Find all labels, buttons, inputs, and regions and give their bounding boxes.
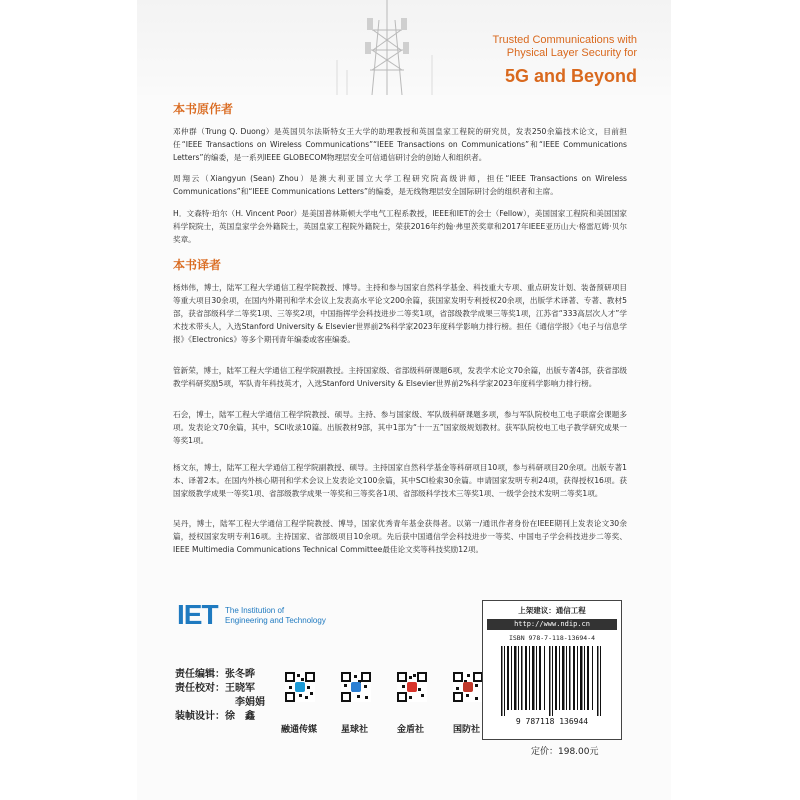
credit-role: 责任编辑： (175, 669, 225, 680)
title-line-1: Trusted Communications with (492, 34, 637, 46)
title-main: 5G and Beyond (504, 66, 637, 86)
qr-logo-icon (295, 682, 305, 692)
credit-name: 徐 鑫 (225, 711, 255, 722)
translator-bio: 管新荣，博士，陆军工程大学通信工程学院副教授。主持国家级、省部级科研课题6项，发表学术论文70余篇，出版专著4部，获省部级教学科研奖励5项，军队青年科技英才，入选Stanford University & Elsevier世界前2%科学家2023年度科学影响力排行榜。 (173, 366, 627, 388)
back-cover (137, 0, 671, 800)
author-bio: H．文森特·珀尔（H. Vincent Poor）是美国普林斯顿大学电气工程系教授，IEEE和IET的会士（Fellow），美国国家工程院和美国国家科学院院士，英国皇家学会外籍院士，英国皇家工程院外籍院士，荣获2016年约翰·弗里茨奖章和2017年IEEE亚历山大·格雷厄姆·贝尔奖章。 (173, 209, 627, 244)
authors-heading: 本书原作者 (173, 102, 234, 116)
qr-label: 星球社 (341, 725, 369, 735)
credit-name: 王晓军 (225, 683, 255, 694)
iet-name-line-2: Engineering and Technology (225, 616, 326, 625)
title-line-2: Physical Layer Security for (506, 47, 637, 59)
author-bio: 邓仲群（Trung Q. Duong）是英国贝尔法斯特女王大学的助理教授和英国皇家工程院的研究员，发表250余篇技术论文，目前担任“IEEE Transactions on Wireless Communications”“IEEE Transactions on Communications”和“IEEE Communications Letters”的编委，是一系列IEEE GLOBECOM物理层安全可信通信研讨会的创始人和组织者。 (173, 127, 627, 162)
translator-bio: 石会，博士，陆军工程大学通信工程学院教授、硕导。主持、参与国家级、军队级科研课题多项，参与军队院校电工电子联席会课题多项。发表论文70余篇，其中，SCI收录10篇。出版教材9部，其中1部为“十一五”国家级规划教材。获军队院校电工电子教学研究成果一等奖1项。 (173, 410, 627, 445)
qr-logo-icon (407, 682, 417, 692)
credit-row (175, 710, 265, 724)
qr-code (397, 672, 427, 702)
credits (175, 668, 265, 724)
qr-label: 融通传媒 (281, 725, 318, 735)
barcode-panel (482, 600, 622, 740)
iet-name-line-1: The Institution of (225, 606, 285, 615)
qr-code (453, 672, 483, 702)
barcode-icon (497, 646, 607, 726)
credit-row (175, 696, 265, 710)
translator-bio: 杨文东，博士，陆军工程大学通信工程学院副教授、硕导。主持国家自然科学基金等科研项目10项，参与科研项目20余项。出版专著1本、译著2本。在国内外核心期刊和学术会议上发表论文100余篇，其中SCI检索30余篇。申请国家发明专利24项，获得授权16项。获国家级教学成果一等奖1项、省部级教学成果一等奖和三等奖各1项、省部级科学技术三等奖1项、一级学会技术发明二等奖1项。 (173, 463, 627, 498)
translator-bio: 吴丹，博士，陆军工程大学通信工程学院教授、博导，国家优秀青年基金获得者。以第一/通讯作者身份在IEEE期刊上发表论文30余篇，授权国家发明专利16项。主持国家、省部级项目10余项。先后获中国通信学会科技进步一等奖、中国电子学会科技进步二等奖、IEEE Multimedia Communications Technical Committee最佳论文奖等科技奖励12项。 (173, 519, 627, 554)
translators-heading: 本书译者 (173, 258, 222, 272)
iet-mark: IET (177, 599, 218, 630)
qr-code (341, 672, 371, 702)
author-bio: 周翔云（Xiangyun (Sean) Zhou）是澳大利亚国立大学工程研究院高级讲师，担任“IEEE Transactions on Wireless Communications”和“IEEE Communications Letters”的编委，是无线物理层安全国际研讨会的组织者和主席。 (173, 174, 627, 196)
translator-bio: 杨炜伟，博士，陆军工程大学通信工程学院教授、博导。主持和参与国家自然科学基金、科技重大专项、重点研发计划、装备预研项目等重大项目30余项，在国内外期刊和学术会议上发表高水平论文200余篇，获国家发明专利授权20余项，出版学术译著、专著、教材5部，获省部级科学二等奖1项、三等奖2项，中国指挥学会科技进步二等奖1项，省部级教学成果三等奖1项，江苏省“333高层次人才”学术技术带头人，入选Stanford University & Elsevier世界前2%科学家2023年度科学影响力排行榜。担任《通信学报》《电子与信息学报》《Electronics》等多个期刊青年编委或客座编委。 (173, 283, 627, 344)
price-label: 定价：198.00元 (531, 747, 599, 757)
credit-name: 张冬晔 (225, 669, 255, 680)
credit-role: 装帧设计： (175, 711, 225, 722)
qr-logo-icon (463, 682, 473, 692)
credit-role: 责任校对： (175, 683, 225, 694)
antenna-tower-icon (327, 0, 447, 95)
credit-row (175, 682, 265, 696)
book-title (493, 34, 637, 88)
credit-name: 李娟娟 (235, 697, 265, 708)
qr-codes (281, 672, 485, 742)
barcode-digits: 9 787118 136944 (515, 717, 589, 726)
iet-name (225, 606, 326, 626)
qr-label: 金盾社 (397, 725, 425, 735)
isbn-text: ISBN 978-7-118-13694-4 (508, 634, 596, 642)
qr-code (285, 672, 315, 702)
qr-label: 国防社 (453, 725, 481, 735)
iet-logo (177, 599, 337, 630)
shelf-category: 上架建议：通信工程 (518, 606, 586, 615)
publisher-url: http://www.ndip.cn (487, 619, 617, 630)
credit-row (175, 668, 265, 682)
qr-logo-icon (351, 682, 361, 692)
